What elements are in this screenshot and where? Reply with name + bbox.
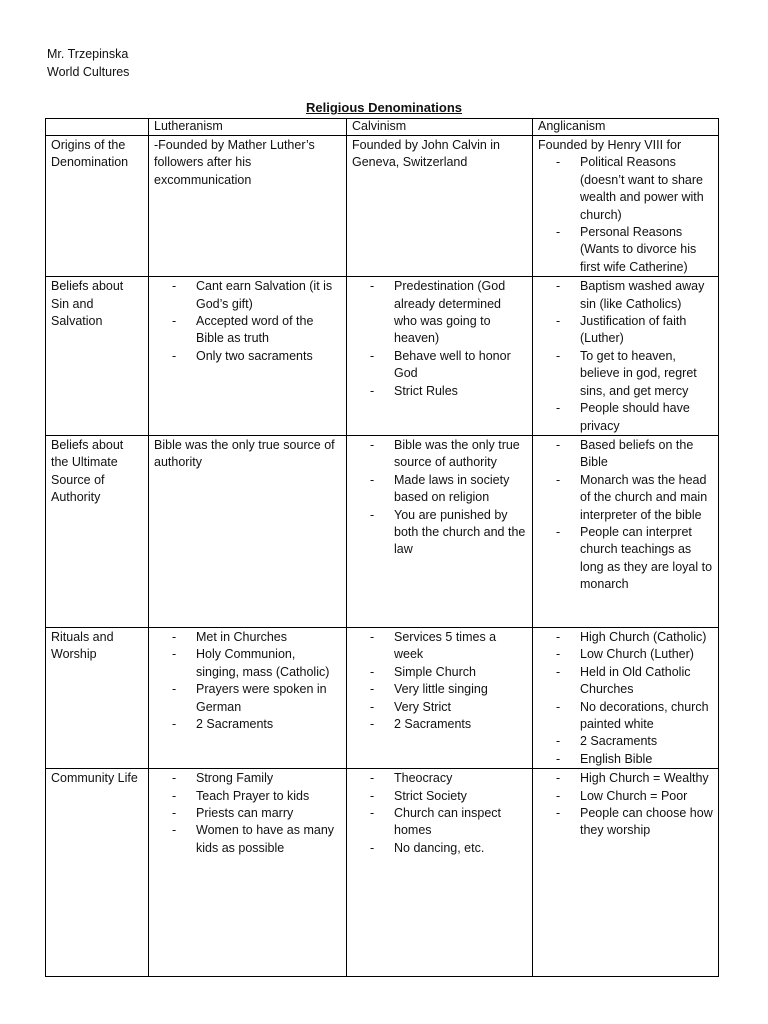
- list-item: - Held in Old Catholic Churches: [580, 664, 713, 699]
- list-item: - Accepted word of the Bible as truth: [196, 313, 341, 348]
- list-item: - People can choose how they worship: [580, 805, 713, 840]
- header-cell-anglicanism: Anglicanism: [533, 119, 719, 136]
- list-item: - Low Church = Poor: [580, 788, 713, 805]
- bullet-list: [538, 437, 713, 594]
- list-item: - English Bible: [580, 751, 713, 768]
- list-item: - Services 5 times a week: [394, 629, 527, 664]
- cell-text: -Founded by Mather Luther’s followers after his excommunication: [154, 138, 315, 187]
- bullet-list: [352, 278, 527, 400]
- list-item: - Priests can marry: [196, 805, 341, 822]
- header-cell-empty: [46, 119, 149, 136]
- header-cell-calvinism: Calvinism: [347, 119, 533, 136]
- list-item: - Baptism washed away sin (like Catholics): [580, 278, 713, 313]
- list-item: - Strict Rules: [394, 383, 527, 400]
- denominations-table: [45, 118, 719, 977]
- document-title: Religious Denominations: [305, 100, 462, 115]
- row-label: Community Life: [46, 769, 149, 977]
- bullet-list: [352, 629, 527, 733]
- list-item: - Only two sacraments: [196, 348, 341, 365]
- list-item: - Predestination (God already determined who was going to heaven): [394, 278, 527, 348]
- list-item: - Church can inspect homes: [394, 805, 527, 840]
- list-item: - Holy Communion, singing, mass (Catholic): [196, 646, 341, 681]
- bullet-list: [538, 770, 713, 840]
- list-item: - People should have privacy: [580, 400, 713, 435]
- bullet-list: [538, 154, 713, 276]
- list-item: - No dancing, etc.: [394, 840, 527, 857]
- table-row: [46, 627, 719, 768]
- table-row: [46, 435, 719, 627]
- cell-calvinism: [347, 136, 533, 277]
- bullet-list: [352, 770, 527, 857]
- list-item: - Monarch was the head of the church and main interpreter of the bible: [580, 472, 713, 524]
- list-item: - Political Reasons (doesn’t want to share wealth and power with church): [580, 154, 713, 224]
- cell-text: Founded by John Calvin in Geneva, Switzerland: [352, 138, 501, 170]
- list-item: - Women to have as many kids as possible: [196, 822, 341, 857]
- table-row: [46, 277, 719, 436]
- list-item: - Personal Reasons (Wants to divorce his first wife Catherine): [580, 224, 713, 276]
- list-item: - Prayers were spoken in German: [196, 681, 341, 716]
- list-item: - To get to heaven, believe in god, regret sins, and get mercy: [580, 348, 713, 400]
- list-item: - Strict Society: [394, 788, 527, 805]
- course-name: World Cultures: [47, 65, 130, 79]
- bullet-list: [538, 278, 713, 435]
- list-item: - Made laws in society based on religion: [394, 472, 527, 507]
- list-item: - Cant earn Salvation (it is God’s gift): [196, 278, 341, 313]
- bullet-list: [538, 629, 713, 768]
- table-row: [46, 136, 719, 277]
- cell-lutheranism: [149, 769, 347, 977]
- bullet-list: [154, 629, 341, 733]
- cell-lutheranism: [149, 277, 347, 436]
- cell-anglicanism: [533, 277, 719, 436]
- list-item: - Based beliefs on the Bible: [580, 437, 713, 472]
- table-header-row: [46, 119, 719, 136]
- list-item: - High Church = Wealthy: [580, 770, 713, 787]
- cell-lutheranism: [149, 627, 347, 768]
- cell-calvinism: [347, 769, 533, 977]
- list-item: - Very Strict: [394, 699, 527, 716]
- list-item: - Simple Church: [394, 664, 527, 681]
- cell-anglicanism: [533, 136, 719, 277]
- list-item: - 2 Sacraments: [580, 733, 713, 750]
- bullet-list: [154, 770, 341, 857]
- list-item: - Justification of faith (Luther): [580, 313, 713, 348]
- list-item: - Low Church (Luther): [580, 646, 713, 663]
- list-item: - People can interpret church teachings as long as they are loyal to monarch: [580, 524, 713, 594]
- cell-anglicanism: [533, 627, 719, 768]
- list-item: - Teach Prayer to kids: [196, 788, 341, 805]
- row-label: Beliefs about the Ultimate Source of Authority: [46, 435, 149, 627]
- cell-text: Founded by Henry VIII for: [538, 138, 682, 152]
- cell-text: Bible was the only true source of authority: [154, 437, 335, 470]
- list-item: - Bible was the only true source of authority: [394, 437, 527, 472]
- list-item: - No decorations, church painted white: [580, 699, 713, 734]
- list-item: - 2 Sacraments: [196, 716, 341, 733]
- list-item: - Behave well to honor God: [394, 348, 527, 383]
- bullet-list: [352, 437, 527, 559]
- cell-lutheranism: [149, 136, 347, 277]
- row-label: Origins of the Denomination: [46, 136, 149, 277]
- list-item: - Strong Family: [196, 770, 341, 787]
- list-item: - You are punished by both the church and the law: [394, 507, 527, 559]
- list-item: - Met in Churches: [196, 629, 341, 646]
- author-name: Mr. Trzepinska: [47, 47, 129, 61]
- list-item: - High Church (Catholic): [580, 629, 713, 646]
- cell-calvinism: [347, 277, 533, 436]
- header-cell-lutheranism: Lutheranism: [149, 119, 347, 136]
- list-item: - 2 Sacraments: [394, 716, 527, 733]
- table-row: [46, 769, 719, 977]
- cell-anglicanism: [533, 769, 719, 977]
- row-label: Rituals and Worship: [46, 627, 149, 768]
- bullet-list: [154, 278, 341, 365]
- row-label: Beliefs about Sin and Salvation: [46, 277, 149, 436]
- list-item: - Very little singing: [394, 681, 527, 698]
- cell-calvinism: [347, 627, 533, 768]
- cell-lutheranism: [149, 435, 347, 627]
- cell-calvinism: [347, 435, 533, 627]
- cell-anglicanism: [533, 435, 719, 627]
- list-item: - Theocracy: [394, 770, 527, 787]
